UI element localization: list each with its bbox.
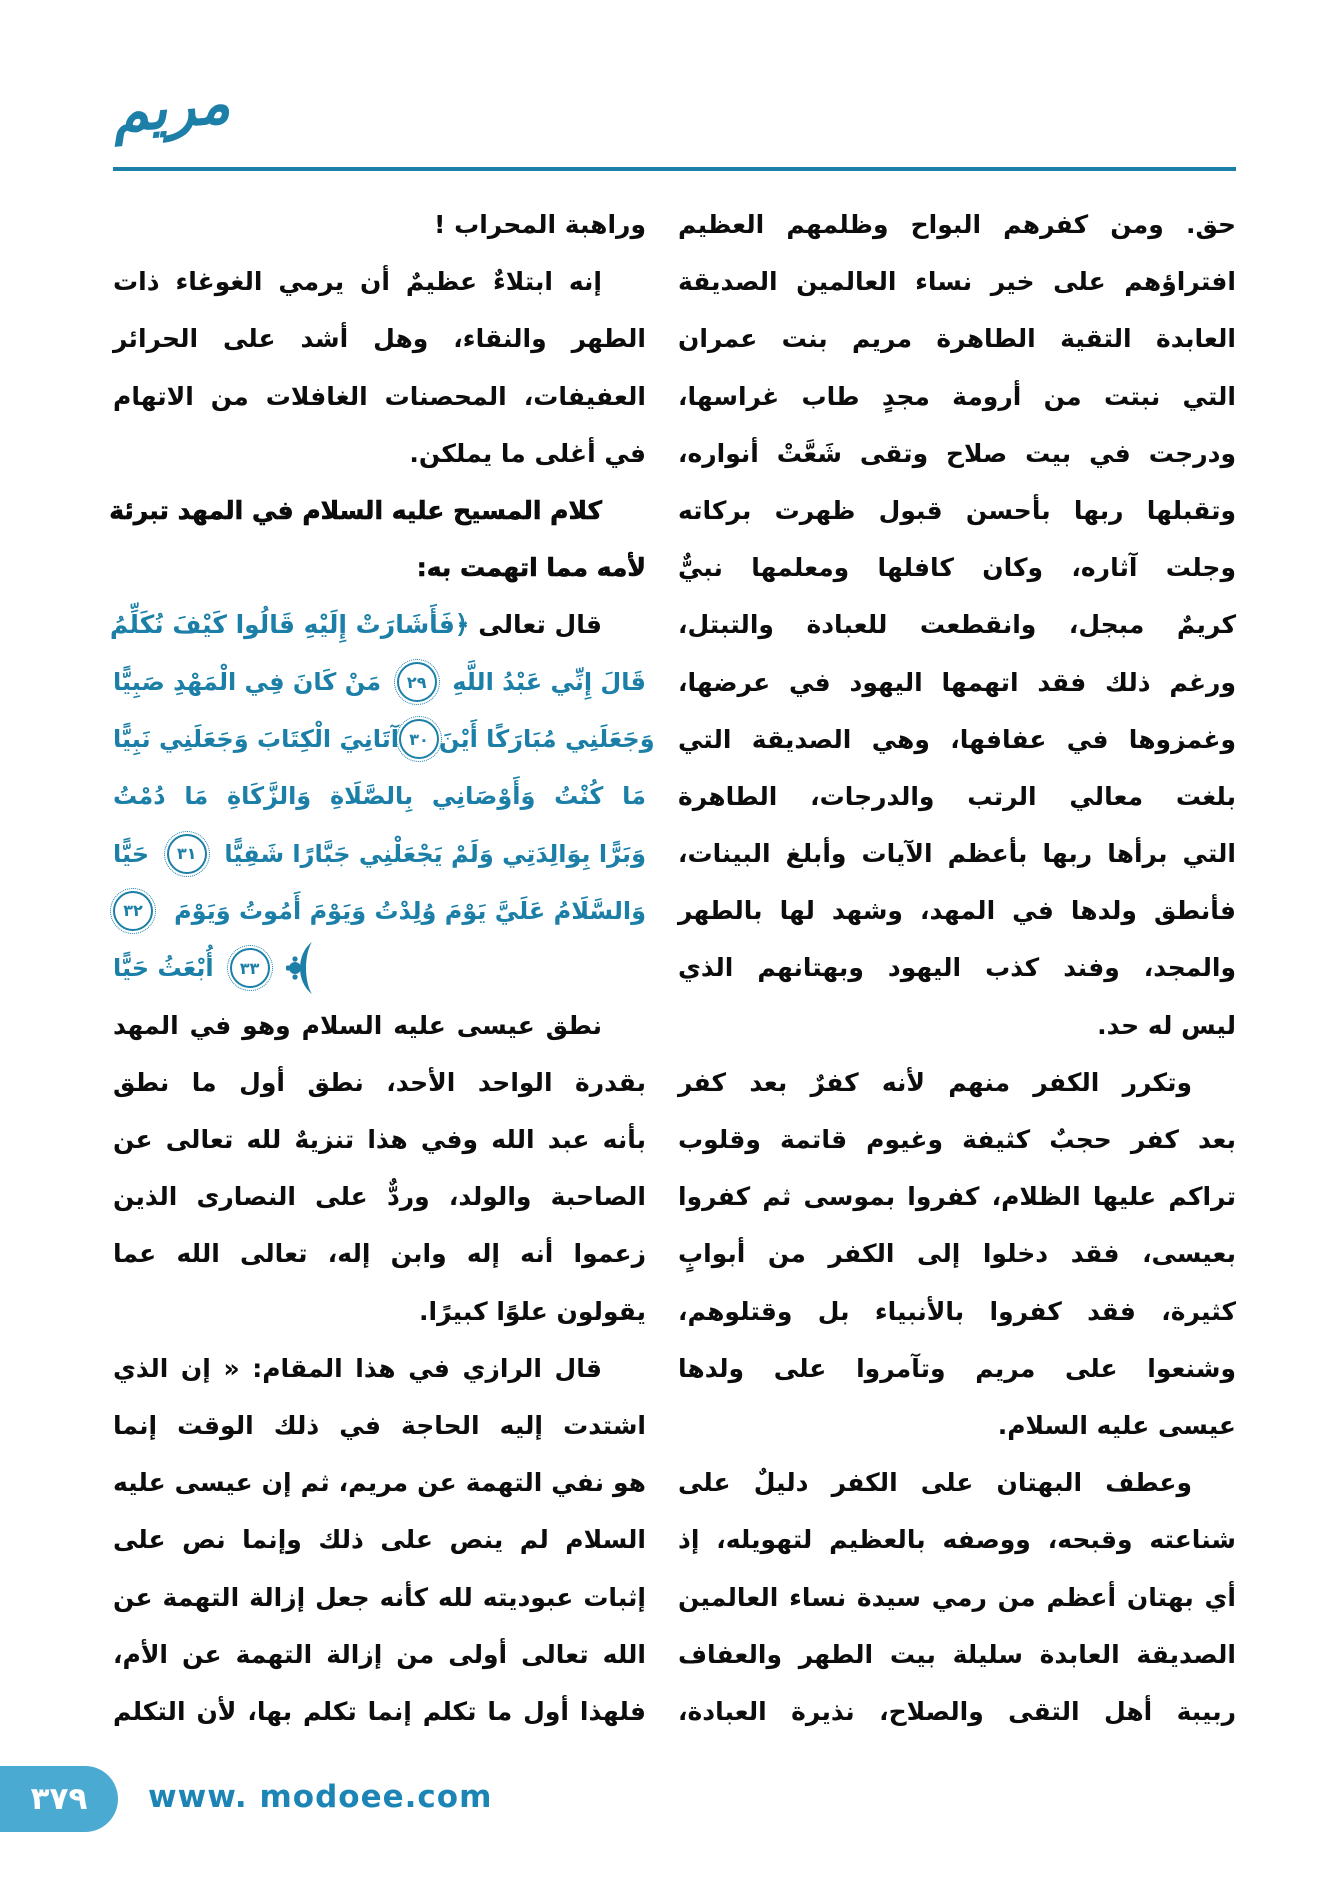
quran-line	[113, 768, 646, 825]
text-line: إثبات عبوديته لله كأنه جعل إزالة التهمة عن	[113, 1582, 646, 1612]
header-rule	[113, 167, 1236, 171]
quran-text: مَنْ كَانَ فِي الْمَهْدِ صَبِيًّا	[113, 668, 382, 697]
text-line: قال الرازي في هذا المقام: « إن الذي	[113, 1353, 602, 1383]
quran-text: قَالَ إِنِّي عَبْدُ اللَّهِ	[452, 668, 646, 697]
text-line: العفيفات، المحصنات الغافلات من الاتهام	[113, 381, 646, 411]
ayah-number-medallion: ٣٣	[230, 948, 270, 988]
ayah-number-medallion: ٢٩	[397, 662, 437, 702]
text-line: ورغم ذلك فقد اتهمها اليهود في عرضها،	[678, 667, 1236, 697]
quran-line	[113, 711, 655, 768]
quran-intro-text: قال تعالى	[469, 610, 602, 640]
text-line: وراهبة المحراب !	[434, 210, 646, 239]
website-text: www. modoee.com	[148, 1779, 493, 1815]
text-line: فلهذا أول ما تكلم إنما تكلم بها، لأن التكلم	[113, 1696, 646, 1726]
text-line: العابدة التقية الطاهرة مريم بنت عمران	[678, 324, 1236, 354]
quran-text: ﴿فَأَشَارَتْ إِلَيْهِ قَالُوا كَيْفَ نُكَلِّمُ	[109, 610, 470, 640]
text-line: بعيسى، فقد دخلوا إلى الكفر من أبوابٍ	[678, 1239, 1236, 1269]
surah-title: مريم	[109, 67, 233, 147]
text-line: التي نبتت من أرومة مجدٍ طاب غراسها،	[678, 381, 1236, 411]
text-line: وتقبلها ربها بأحسن قبول ظهرت بركاته	[678, 495, 1236, 525]
text-line: الصاحبة والولد، وردٌّ على النصارى الذين	[113, 1182, 646, 1212]
text-line: الله تعالى أولى من إزالة التهمة عن الأم،	[113, 1639, 646, 1669]
text-line: بعد كفر حجبٌ كثيفة وغيوم قاتمة وقلوب	[678, 1125, 1236, 1154]
text-line: وغمزوها في عفافها، وهي الصديقة التي	[678, 724, 1236, 754]
quran-text: آتَانِيَ الْكِتَابَ وَجَعَلَنِي نَبِيًّا	[113, 725, 399, 754]
text-line: كريمٌ مبجل، وانقطعت للعبادة والتبتل،	[678, 610, 1236, 640]
text-line: السلام لم ينص على ذلك وإنما نص على	[113, 1525, 646, 1555]
text-line: بلغت معالي الرتب والدرجات، الطاهرة	[678, 781, 1236, 811]
ayah-number-medallion: ٣٢	[113, 891, 153, 931]
column-right	[678, 196, 1236, 1740]
quran-close-ornament-icon	[286, 940, 320, 996]
text-line: هو نفي التهمة عن مريم، ثم إن عيسى عليه	[113, 1468, 646, 1498]
quran-line	[113, 654, 646, 711]
quran-text: حَيًّا	[113, 839, 150, 868]
section-heading-line: لأمه مما اتهمت به:	[416, 553, 646, 583]
text-line	[109, 596, 646, 653]
text-line: تراكم عليها الظلام، كفروا بموسى ثم كفروا	[678, 1182, 1236, 1212]
text-columns	[109, 196, 1236, 1740]
text-line: نطق عيسى عليه السلام وهو في المهد	[113, 1010, 602, 1040]
quran-text: أُبْعَثُ حَيًّا	[113, 954, 214, 983]
text-line: ودرجت في بيت صلاح وتقى شَعَّتْ أنواره،	[678, 438, 1236, 468]
text-line: بقدرة الواحد الأحد، نطق أول ما نطق	[113, 1067, 646, 1097]
text-line: الصديقة العابدة سليلة بيت الطهر والعفاف	[678, 1639, 1236, 1669]
ayah-number-medallion: ٣٠	[399, 719, 439, 759]
text-line: في أغلى ما يملكن.	[409, 438, 646, 468]
text-line: الطهر والنقاء، وهل أشد على الحرائر	[113, 324, 646, 354]
text-line: حق. ومن كفرهم البواح وظلمهم العظيم	[678, 210, 1236, 239]
text-line: وعطف البهتان على الكفر دليلٌ على	[678, 1468, 1192, 1498]
text-line: كثيرة، فقد كفروا بالأنبياء بل وقتلوهم،	[678, 1296, 1236, 1326]
page-number: ٣٧٩	[30, 1781, 88, 1817]
text-line: زعموا أنه إله وابن إله، تعالى الله عما	[113, 1239, 646, 1269]
text-line: فأنطق ولدها في المهد، وشهد لها بالطهر	[678, 896, 1236, 926]
text-line: إنه ابتلاءٌ عظيمٌ أن يرمي الغوغاء ذات	[113, 267, 602, 297]
text-line: أي بهتان أعظم من رمي سيدة نساء العالمين	[678, 1582, 1236, 1612]
quran-text: مَا كُنْتُ وَأَوْصَانِي بِالصَّلَاةِ وَالزَّكَاةِ مَا دُمْتُ	[113, 782, 646, 811]
text-line: اشتدت إليه الحاجة في ذلك الوقت إنما	[113, 1410, 646, 1440]
quran-text: وَجَعَلَنِي مُبَارَكًا أَيْنَ	[438, 725, 655, 754]
text-line: والمجد، وفند كذب اليهود وبهتانهم الذي	[678, 953, 1236, 983]
quran-text: وَبَرًّا بِوَالِدَتِي وَلَمْ يَجْعَلْنِي جَبَّارًا شَقِيًّا	[224, 839, 646, 868]
text-line: بأنه عبد الله وفي هذا تنزيهٌ لله تعالى عن	[113, 1125, 646, 1154]
quran-line	[113, 939, 646, 996]
quran-line	[113, 825, 646, 882]
text-line: وجلت آثاره، وكان كافلها ومعلمها نبيٌّ	[678, 553, 1236, 583]
text-line: وتكرر الكفر منهم لأنه كفرٌ بعد كفر	[678, 1067, 1192, 1097]
text-line: عيسى عليه السلام.	[997, 1410, 1236, 1440]
quran-text: وَالسَّلَامُ عَلَيَّ يَوْمَ وُلِدْتُ وَيَوْمَ أَمُوتُ وَيَوْمَ	[174, 896, 646, 925]
text-line: يقولون علوًا كبيرًا.	[419, 1296, 646, 1326]
text-line: ربيبة أهل التقى والصلاح، نذيرة العبادة،	[678, 1696, 1236, 1726]
ayah-number-medallion: ٣١	[167, 834, 207, 874]
text-line: التي برأها ربها بأعظم الآيات وأبلغ البينات،	[678, 839, 1236, 869]
page-number-pill	[0, 1766, 118, 1832]
text-line: ليس له حد.	[1097, 1010, 1236, 1040]
text-line: وشنعوا على مريم وتآمروا على ولدها	[678, 1353, 1236, 1383]
quran-line	[113, 882, 646, 939]
section-heading-line: كلام المسيح عليه السلام في المهد تبرئة	[109, 495, 602, 525]
text-line: افتراؤهم على خير نساء العالمين الصديقة	[678, 267, 1236, 297]
text-line: شناعته وقبحه، ووصفه بالعظيم لتهويله، إذ	[678, 1525, 1236, 1555]
column-left	[109, 196, 655, 1740]
